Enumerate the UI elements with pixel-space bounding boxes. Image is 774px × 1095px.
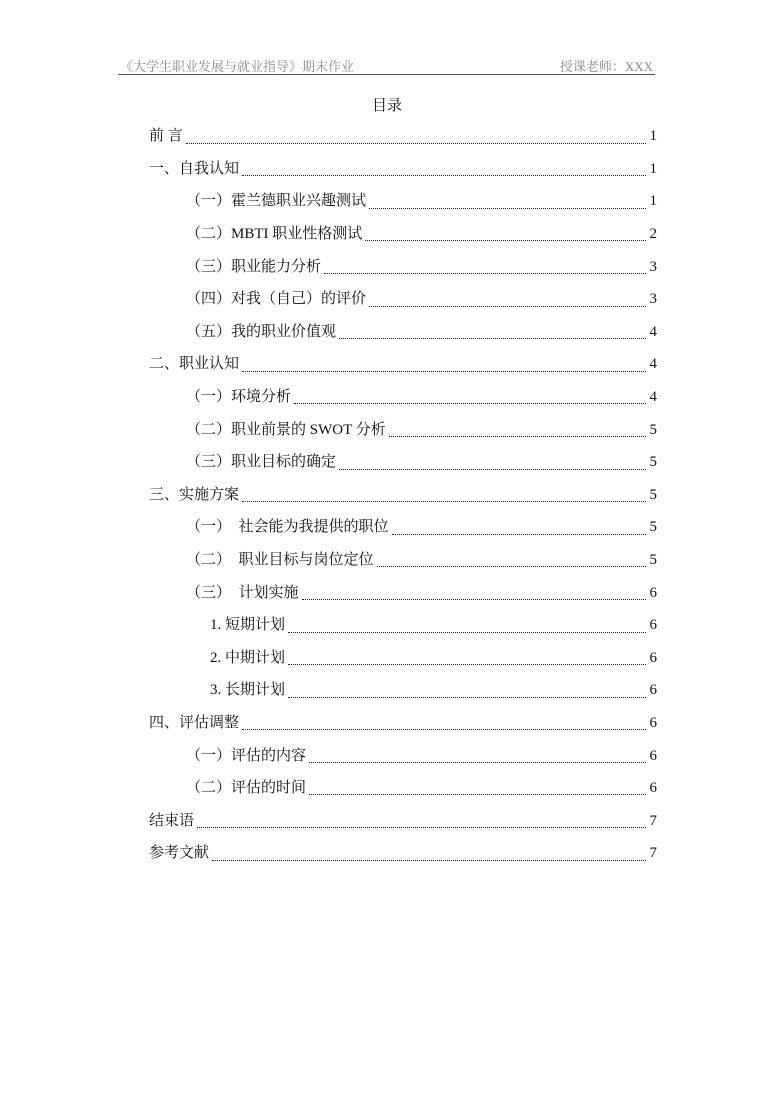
toc-dot-leader	[242, 371, 646, 372]
toc-dot-leader	[242, 501, 646, 502]
toc-entry-page: 6	[649, 747, 657, 764]
toc-dot-leader	[288, 664, 646, 665]
toc-entry-page: 1	[649, 160, 657, 177]
toc-entry[interactable]	[149, 479, 657, 512]
toc-entry[interactable]	[149, 804, 657, 837]
toc-entry-page: 6	[649, 617, 657, 634]
toc-dot-leader	[294, 403, 646, 404]
toc-dot-leader	[377, 566, 646, 567]
toc-entry[interactable]	[149, 316, 657, 349]
toc-entry-page: 6	[649, 649, 657, 666]
toc-entry-label: 3. 长期计划	[210, 682, 286, 699]
toc-entry[interactable]	[149, 153, 657, 186]
toc-dot-leader	[339, 338, 646, 339]
toc-entry-page: 6	[649, 584, 657, 601]
toc-entry[interactable]	[149, 348, 657, 381]
toc-entry-label: （三）职业能力分析	[186, 258, 322, 275]
toc-entry[interactable]	[149, 576, 657, 609]
toc-dot-leader	[302, 599, 646, 600]
toc-dot-leader	[324, 273, 646, 274]
toc-entry-page: 5	[649, 454, 657, 471]
toc-entry[interactable]	[149, 283, 657, 316]
toc-entry[interactable]	[149, 609, 657, 642]
toc-entry-label: 前 言	[149, 128, 183, 145]
toc-dot-leader	[389, 436, 646, 437]
toc-entry-label: 一、自我认知	[149, 160, 240, 177]
toc-dot-leader	[197, 827, 646, 828]
toc-dot-leader	[242, 729, 646, 730]
toc-entry-page: 6	[649, 780, 657, 797]
toc-entry-page: 5	[649, 552, 657, 569]
toc-entry-label: 2. 中期计划	[210, 649, 286, 666]
toc-dot-leader	[288, 697, 646, 698]
toc-entry-page: 6	[649, 714, 657, 731]
table-of-contents	[149, 120, 657, 870]
toc-entry[interactable]	[149, 218, 657, 251]
toc-entry-page: 3	[649, 291, 657, 308]
toc-dot-leader	[186, 143, 646, 144]
toc-entry-label: （一）霍兰德职业兴趣测试	[186, 193, 367, 210]
toc-entry[interactable]	[149, 511, 657, 544]
toc-entry-page: 5	[649, 519, 657, 536]
toc-entry-label: 二、职业认知	[149, 356, 240, 373]
toc-entry[interactable]	[149, 446, 657, 479]
toc-entry[interactable]	[149, 837, 657, 870]
toc-entry-page: 1	[649, 193, 657, 210]
toc-entry-page: 2	[649, 226, 657, 243]
toc-entry-label: 四、评估调整	[149, 714, 240, 731]
toc-entry-page: 4	[649, 389, 657, 406]
toc-entry-label: （五）我的职业价值观	[186, 323, 337, 340]
toc-entry-label: （二）MBTI 职业性格测试	[186, 226, 363, 243]
toc-entry[interactable]	[149, 250, 657, 283]
toc-dot-leader	[365, 240, 646, 241]
toc-entry-page: 1	[649, 128, 657, 145]
toc-entry-label: 三、实施方案	[149, 486, 240, 503]
teacher-name: 授课老师：XXX	[559, 59, 653, 74]
toc-entry-label: （一） 社会能为我提供的职位	[186, 519, 389, 536]
toc-entry[interactable]	[149, 381, 657, 414]
toc-entry[interactable]	[149, 544, 657, 577]
toc-entry-page: 4	[649, 323, 657, 340]
toc-entry[interactable]	[149, 413, 657, 446]
toc-dot-leader	[369, 208, 646, 209]
toc-entry-page: 4	[649, 356, 657, 373]
toc-entry[interactable]	[149, 185, 657, 218]
toc-entry-label: 1. 短期计划	[210, 617, 286, 634]
toc-entry-label: （一）环境分析	[186, 389, 292, 406]
toc-entry-label: （三） 计划实施	[186, 584, 299, 601]
toc-entry-page: 7	[649, 845, 657, 862]
toc-dot-leader	[339, 469, 646, 470]
toc-entry-label: 参考文献	[149, 845, 210, 862]
toc-dot-leader	[288, 632, 646, 633]
course-title: 《大学生职业发展与就业指导》期末作业	[120, 59, 355, 74]
toc-entry-page: 6	[649, 682, 657, 699]
toc-entry[interactable]	[149, 772, 657, 805]
toc-title: 目录	[371, 98, 402, 114]
toc-entry-label: （四）对我（自己）的评价	[186, 291, 367, 308]
toc-dot-leader	[242, 175, 646, 176]
toc-entry-label: （一）评估的内容	[186, 747, 307, 764]
toc-dot-leader	[369, 306, 646, 307]
toc-entry[interactable]	[149, 642, 657, 675]
toc-dot-leader	[212, 860, 646, 861]
toc-entry-page: 5	[649, 486, 657, 503]
toc-dot-leader	[392, 534, 646, 535]
toc-entry-label: 结束语	[149, 812, 195, 829]
toc-entry[interactable]	[149, 739, 657, 772]
toc-dot-leader	[309, 762, 646, 763]
toc-entry-label: （二） 职业目标与岗位定位	[186, 552, 374, 569]
toc-entry-page: 3	[649, 258, 657, 275]
toc-entry-label: （二）职业前景的 SWOT 分析	[186, 421, 386, 438]
toc-entry-label: （二）评估的时间	[186, 780, 307, 797]
toc-entry[interactable]	[149, 120, 657, 153]
toc-entry[interactable]	[149, 707, 657, 740]
toc-entry-label: （三）职业目标的确定	[186, 454, 337, 471]
toc-dot-leader	[309, 794, 646, 795]
page-header	[118, 54, 655, 75]
toc-entry-page: 5	[649, 421, 657, 438]
toc-entry[interactable]	[149, 674, 657, 707]
toc-entry-page: 7	[649, 812, 657, 829]
